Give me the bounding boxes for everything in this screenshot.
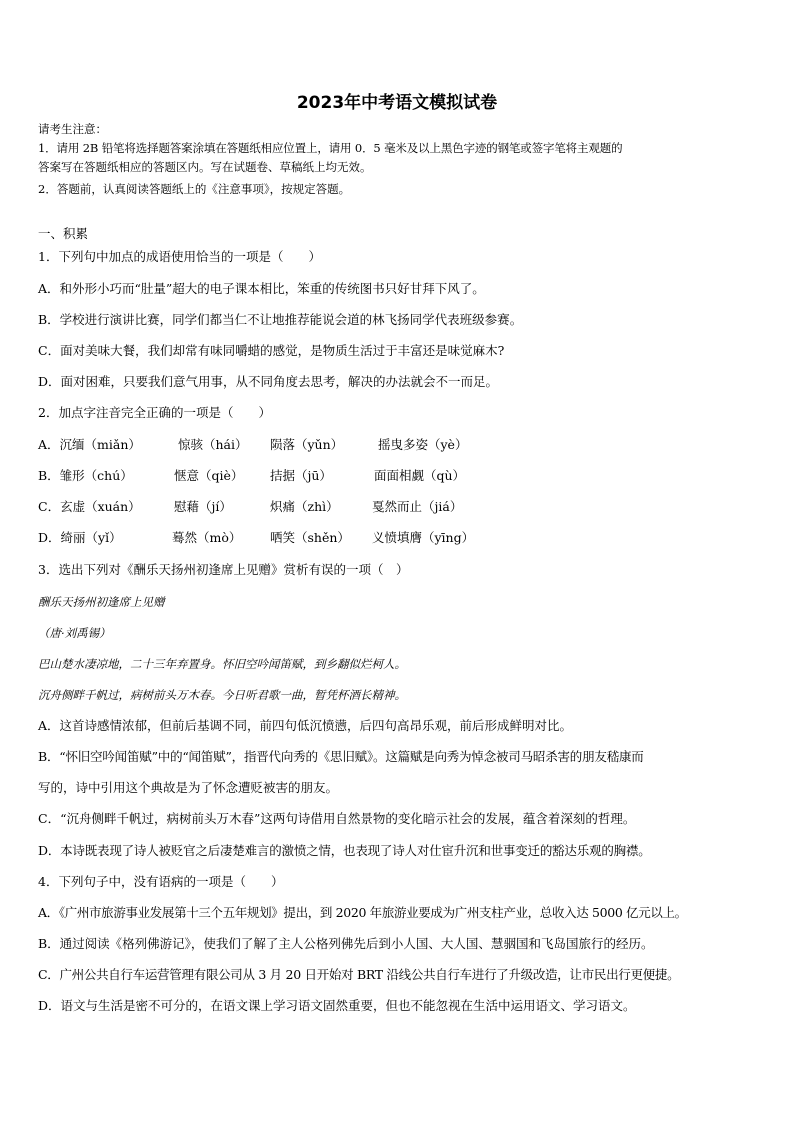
- q3-stem: 3．选出下列对《酬乐天扬州初逢席上见赠》赏析有误的一项（ ）: [38, 562, 409, 577]
- q4-option-b: B．通过阅读《格列佛游记》，使我们了解了主人公格列佛先后到小人国、大人国、慧骃国和飞岛国旅行的经历。: [38, 936, 654, 951]
- poem-line-1: 巴山楚水凄凉地，二十三年弃置身。怀旧空吟闻笛赋，到乡翻似烂柯人。: [38, 657, 406, 671]
- poem-title: 酬乐天扬州初逢席上见赠: [38, 595, 165, 609]
- q3-option-b-line-1: B．“怀旧空吟闻笛赋”中的“闻笛赋”，指晋代向秀的《思旧赋》。这篇赋是向秀为悼念被司马昭杀害的朋友嵇康而: [38, 749, 644, 764]
- poem-author: （唐·刘禹锡）: [38, 626, 111, 640]
- q1-stem: 1．下列句中加点的成语使用恰当的一项是（ ）: [38, 249, 321, 264]
- q4-stem: 4．下列句子中，没有语病的一项是（ ）: [38, 874, 284, 889]
- q4-option-c: C．广州公共自行车运营管理有限公司从 3 月 20 日开始对 BRT 沿线公共自行车进行了升级改造，让市民出行更便捷。: [38, 967, 680, 982]
- q2-option-a-word-4: 摇曳多姿（yè）: [378, 437, 468, 452]
- q4-option-a: A．《广州市旅游事业发展第十三个五年规划》提出，到 2020 年旅游业要成为广州支柱产业，总收入达 5000 亿元以上。: [38, 905, 687, 920]
- notice-heading: 请考生注意：: [38, 122, 107, 136]
- q2-option-b-word-1: B．雏形（chú）: [38, 468, 133, 483]
- q2-option-d-word-3: 哂笑（shěn）: [270, 530, 350, 545]
- q3-option-a: A．这首诗感情浓郁，但前后基调不同，前四句低沉愤懑，后四句高昂乐观，前后形成鲜明对比。: [38, 718, 573, 733]
- q1-option-d: D．面对困难，只要我们意气用事，从不同角度去思考，解决的办法就会不一而足。: [38, 374, 499, 389]
- q2-option-d-word-2: 蓦然（mò）: [172, 530, 242, 545]
- q2-option-d-word-1: D．绮丽（yǐ）: [38, 530, 122, 545]
- notice-item-1-line-1: 1．请用 2B 铅笔将选择题答案涂填在答题纸相应位置上，请用 0．5 毫米及以上黑色字迹的钢笔或签字笔将主观题的: [38, 141, 623, 155]
- q1-option-a: A．和外形小巧而“肚量”超大的电子课本相比，笨重的传统图书只好甘拜下风了。: [38, 281, 485, 296]
- poem-line-2: 沉舟侧畔千帆过，病树前头万木春。今日听君歌一曲，暂凭杯酒长精神。: [38, 688, 406, 702]
- section-heading: 一、积累: [38, 226, 89, 241]
- notice-item-2: 2．答题前，认真阅读答题纸上的《注意事项》，按规定答题。: [38, 182, 351, 196]
- notice-item-1-line-2: 答案写在答题纸相应的答题区内。写在试题卷、草稿纸上均无效。: [38, 160, 372, 174]
- q2-option-c-word-2: 慰藉（jí）: [174, 499, 232, 514]
- q3-option-b-line-2: 写的，诗中引用这个典故是为了怀念遭贬被害的朋友。: [38, 780, 339, 795]
- q2-option-c-word-3: 炽痛（zhì）: [270, 499, 339, 514]
- q2-option-c-word-1: C．玄虚（xuán）: [38, 499, 141, 514]
- q2-option-b-word-4: 面面相觑（qù）: [374, 468, 466, 483]
- q2-option-b-word-3: 拮据（jū）: [270, 468, 332, 483]
- q2-option-a-word-2: 惊骇（hái）: [178, 437, 248, 452]
- q3-option-c: C．“沉舟侧畔千帆过，病树前头万木春”这两句诗借用自然景物的变化暗示社会的发展，蕴含着深刻的哲理。: [38, 811, 636, 826]
- q2-option-b-word-2: 惬意（qiè）: [174, 468, 244, 483]
- q1-option-c: C．面对美味大餐，我们却常有味同嚼蜡的感觉，是物质生活过于丰富还是味觉麻木?: [38, 343, 505, 358]
- q2-option-c-word-4: 戛然而止（jiá）: [372, 499, 463, 514]
- q2-option-a-word-1: A．沉缅（miǎn）: [38, 437, 141, 452]
- q4-option-d: D．语文与生活是密不可分的，在语文课上学习语文固然重要，但也不能忽视在生活中运用语文、学习语文。: [38, 998, 636, 1013]
- q2-stem: 2．加点字注音完全正确的一项是（ ）: [38, 405, 271, 420]
- q2-option-d-word-4: 义愤填膺（yīng）: [372, 530, 475, 545]
- page-title: 2023年中考语文模拟试卷: [296, 93, 498, 113]
- q2-option-a-word-3: 陨落（yǔn）: [270, 437, 344, 452]
- q1-option-b: B．学校进行演讲比赛，同学们都当仁不让地推荐能说会道的林飞扬同学代表班级参赛。: [38, 312, 523, 327]
- q3-option-d: D．本诗既表现了诗人被贬官之后凄楚难言的激愤之情，也表现了诗人对仕宦升沉和世事变迁的豁达乐观的胸襟。: [38, 843, 651, 858]
